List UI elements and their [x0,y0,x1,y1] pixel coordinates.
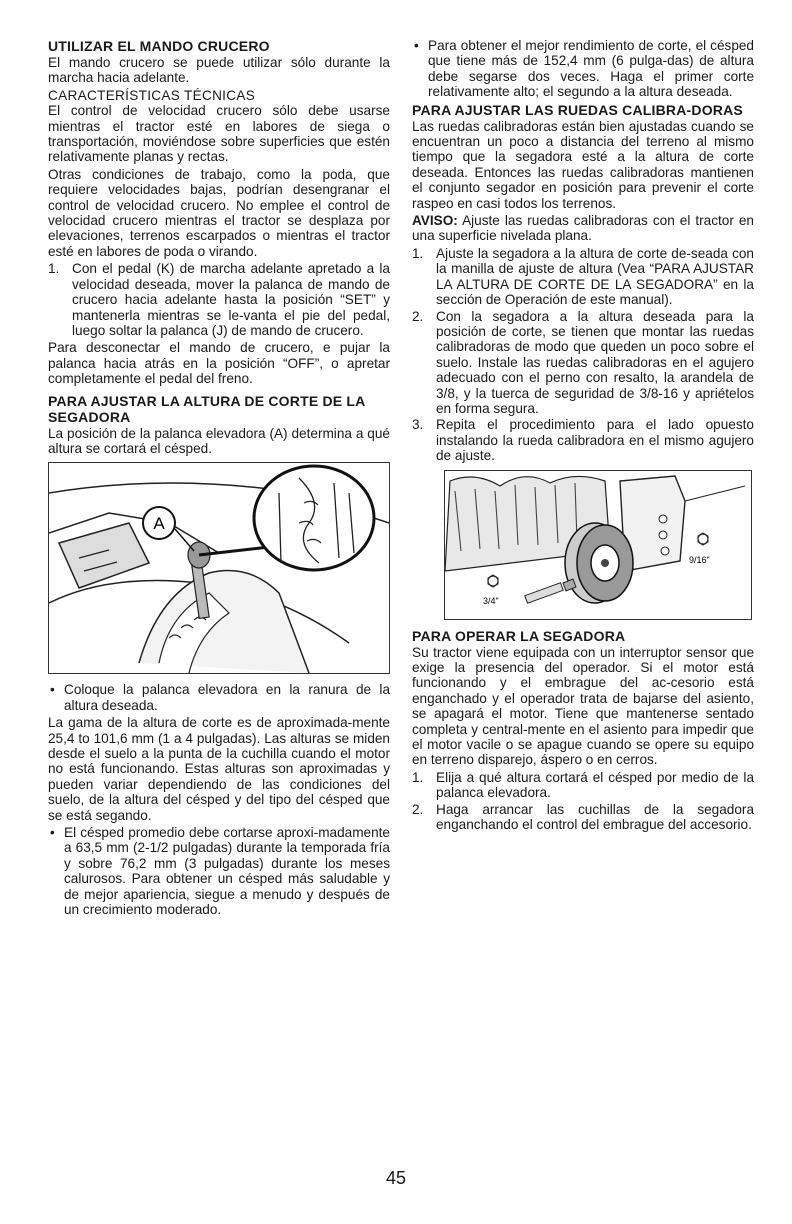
list-item [48,261,390,338]
paragraph: Su tractor viene equipada con un interruptor sensor que exige la presencia del operador. Si el motor está funcionando y el embrague del ac-cesorio está enganchado y el operador trata de bajarse del asiento, se apagará el motor. Tiene que mantenerse sentado completa y central-mente en el asiento para impedir que el motor vacile o se apague cuando se opere su equipo en terreno disparejo, áspero o en cerros. [412,644,754,768]
step-number: 1. [412,245,424,261]
list-item [412,309,754,417]
step-text: Ajuste la segadora a la altura de corte de-seada con la manilla de ajuste de altura (Vea “PARA AJUSTAR LA ALTURA DE CORTE DE LA SEGADORA” en la sección de Operación de este manual). [436,245,754,308]
gauge-wheel-figure [444,470,752,620]
left-column [48,38,390,919]
bullet-list [412,38,754,100]
step-number: 1. [48,261,60,277]
step-text: Haga arrancar las cuchillas de la segadora enganchando el control del embrague del accesorio. [436,801,754,833]
step-text: Repita el procedimiento para el lado opuesto instalando la rueda calibradora en el mismo agujero de ajuste. [436,417,754,464]
paragraph: Otras condiciones de trabajo, como la poda, que requiere velocidades bajas, podrían desengranar el control de velocidad crucero. No emplee el control de velocidad crucero mientras el tractor se desplaza por elevaciones, terrenos escarpados o mientras el tractor esté en labores de poda o virando. [48,166,390,259]
notice-label: AVISO: [412,213,458,229]
right-column [412,38,754,834]
list-item [412,417,754,463]
paragraph: La posición de la palanca elevadora (A) determina a qué altura se cortará el césped. [48,425,390,456]
paragraph: El mando crucero se puede utilizar sólo durante la marcha hacia adelante. [48,55,390,86]
step-text: Elija a qué altura cortará el césped por medio de la palanca elevadora. [436,769,754,801]
lift-lever-figure [48,462,390,674]
list-item: • Para obtener el mejor rendimiento de corte, el césped que tiene más de 152,4 mm (6 pulga-das) de altura debe segarse dos veces. Haga el primer corte relativamente alto; el segundo a la altura deseada. [412,38,754,100]
step-number: 3. [412,417,424,433]
notice-text: Ajuste las ruedas calibradoras con el tractor en una superficie nivelada plana. [412,213,754,244]
step-number: 2. [412,801,424,817]
heading-operate-mower: PARA OPERAR LA SEGADORA [412,627,626,644]
step-text: Con el pedal (K) de marcha adelante apretado a la velocidad deseada, mover la palanca de mando de crucero hacia adelante hasta la posición “SET” y mantenerla mientras se le-vanta el pie del pedal, luego soltar la palanca (J) de mando de crucero. [72,261,390,338]
paragraph: La gama de la altura de corte es de aproximada-mente 25,4 to 101,6 mm (1 a 4 pulgadas). Las alturas se miden desde el suelo a la punta de la cuchilla cuando el motor no está funcionando. Estas alturas son aproximadas y pueden variar dependiendo de las condiciones del suelo, de la altura del césped y del tipo del césped que se está segando. [48,715,390,823]
notice-paragraph [412,213,754,244]
heading-cruise-control: UTILIZAR EL MANDO CRUCERO [48,38,270,54]
heading-cut-height: PARA AJUSTAR LA ALTURA DE CORTE DE LA SEGADORA [48,392,365,425]
bullet-list [48,825,390,917]
lift-lever-illustration [49,463,389,673]
list-item: • Coloque la palanca elevadora en la ranura de la altura deseada. [48,682,390,713]
paragraph: Las ruedas calibradoras están bien ajustadas cuando se encuentran un poco a distancia del terreno al mismo tiempo que la segadora esté a la altura de corte deseada. Entonces las ruedas calibradoras mantienen el conjunto segador en posición para prevenir el corte raspeo en casi todos los terrenos. [412,118,754,211]
figure-callout-3-4: 3/4" [483,595,499,606]
steps-list-gauge-wheels [412,246,754,464]
list-item [412,246,754,308]
steps-list-operate [412,770,754,833]
heading-gauge-wheels: PARA AJUSTAR LAS RUEDAS CALIBRA-DORAS [412,101,743,118]
step-number: 1. [412,769,424,785]
figure-callout-a: A [153,514,165,534]
paragraph: El control de velocidad crucero sólo debe usarse mientras el tractor esté en labores de siega o transportación, moviéndose sobre superficies que estén relativamente planas y rectas. [48,103,390,165]
figure-callout-9-16: 9/16" [689,554,710,565]
list-item: • El césped promedio debe cortarse aproxi-madamente a 63,5 mm (2-1/2 pulgadas) durante la temporada fría y sobre 76,2 mm (3 pulgadas) durante los meses calurosos. Para obtener un césped más saludable y de mejor apariencia, siegue a menudo y después de un crecimiento moderado. [48,825,390,917]
step-text: Con la segadora a la altura deseada para la posición de corte, se tienen que montar las ruedas calibradoras de modo que queden un poco sobre el suelo. Instale las ruedas calibradoras en el agujero adecuado con el perno con resalto, la arandela de 3/8, y la tuerca de seguridad de 3/8-16 y apriételos en forma segura. [436,308,754,416]
subheading-specs: CARACTERÍSTICAS TÉCNICAS [48,87,256,103]
steps-list-cruise [48,261,390,338]
paragraph: Para desconectar el mando de crucero, e pujar la palanca hacia atrás en la posición “OFF”, o apretar completamente el pedal del freno. [48,340,390,387]
step-number: 2. [412,308,424,324]
bullet-list [48,682,390,713]
list-item [412,802,754,833]
gauge-wheel-illustration [445,471,751,619]
list-item [412,770,754,801]
page-number: 45 [385,1168,407,1188]
